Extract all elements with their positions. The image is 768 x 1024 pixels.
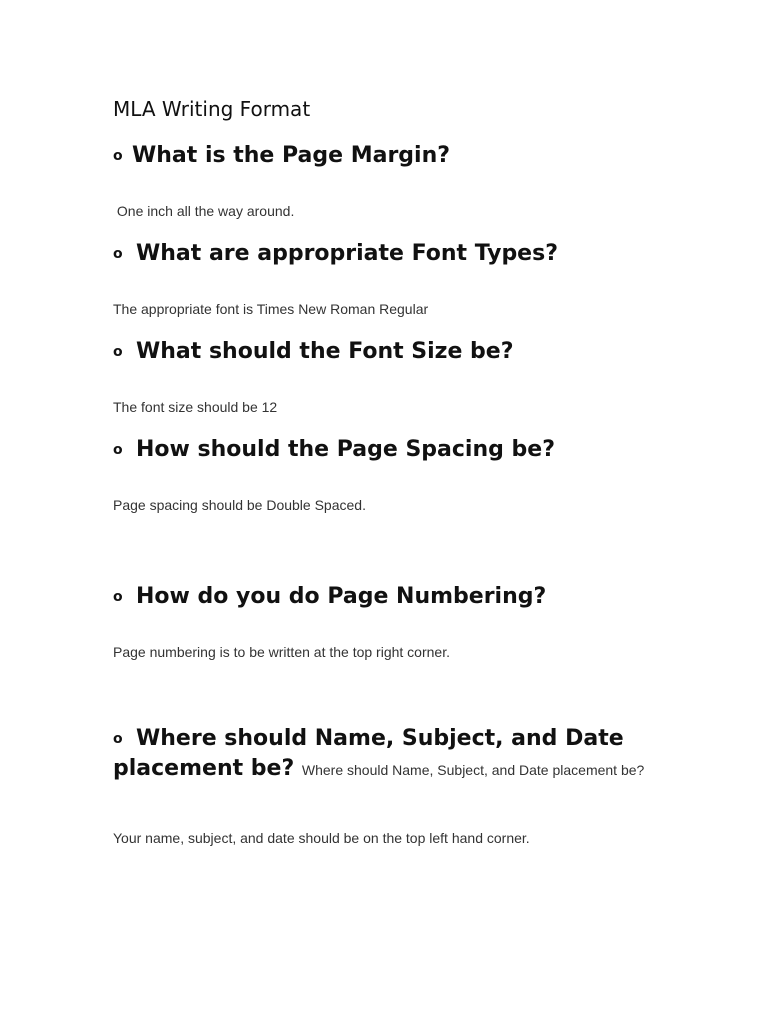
- question-text: How should the Page Spacing be?: [136, 437, 555, 462]
- bullet-icon: o: [113, 589, 123, 605]
- inline-note: Where should Name, Subject, and Date placement be?: [301, 761, 645, 778]
- question-text: What should the Font Size be?: [136, 339, 514, 364]
- question-text: Where should Name, Subject, and Date placement be?: [113, 726, 624, 781]
- question-page-numbering: [113, 584, 546, 609]
- question-font-size: [113, 339, 513, 364]
- question-page-margin: [113, 143, 450, 168]
- answer-page-numbering: Page numbering is to be written at the top right corner.: [113, 644, 450, 660]
- answer-page-margin: One inch all the way around.: [113, 203, 295, 219]
- bullet-icon: o: [113, 344, 123, 360]
- question-name-subject-date: [113, 724, 658, 783]
- answer-font-types: The appropriate font is Times New Roman Regular: [113, 301, 429, 317]
- question-font-types: [113, 241, 558, 266]
- answer-page-spacing: Page spacing should be Double Spaced.: [113, 497, 366, 513]
- answer-font-size: The font size should be 12: [113, 399, 278, 415]
- bullet-icon: o: [113, 730, 123, 747]
- question-page-spacing: [113, 437, 555, 462]
- question-text: What is the Page Margin?: [132, 143, 451, 168]
- bullet-icon: o: [113, 442, 123, 458]
- answer-name-subject-date: Your name, subject, and date should be on the top left hand corner.: [113, 830, 530, 846]
- question-text: What are appropriate Font Types?: [136, 241, 558, 266]
- document-title: MLA Writing Format: [113, 97, 311, 121]
- question-text: How do you do Page Numbering?: [136, 584, 547, 609]
- bullet-icon: o: [113, 148, 123, 164]
- bullet-icon: o: [113, 246, 123, 262]
